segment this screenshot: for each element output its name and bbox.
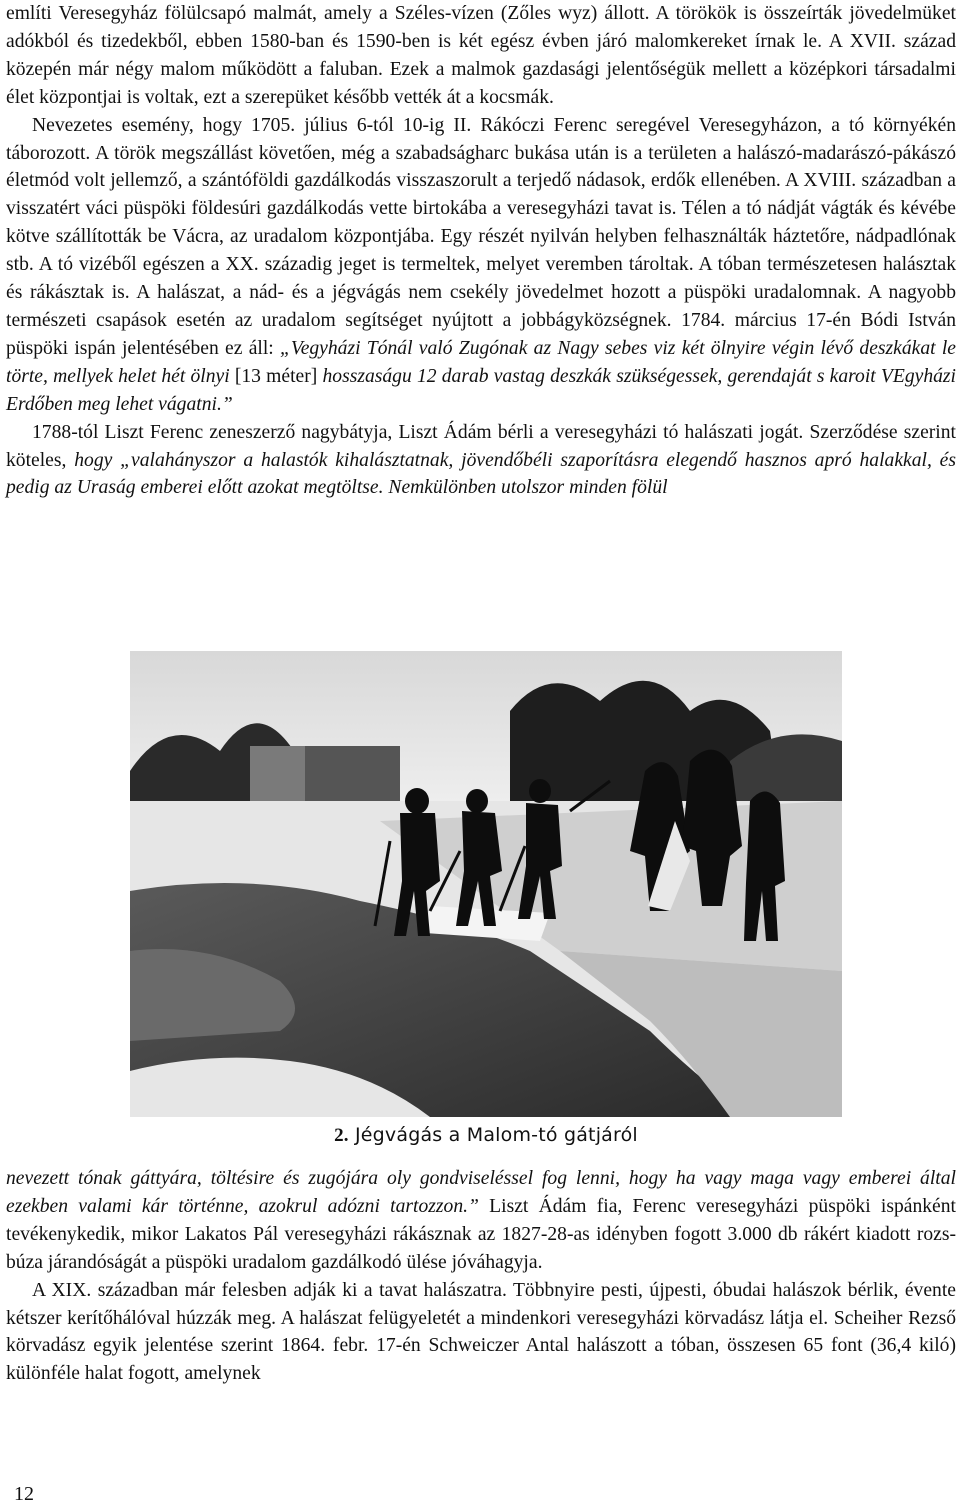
text-run: 1788-tól Liszt Ferenc zeneszerző nagybátyja, Liszt Ádám bérli a veresegyházi tó halászati jogát. Szerződése szerint köteles, [6,421,956,471]
photo-caption [6,1124,960,1147]
text-run: Liszt Ádám fia, Ferenc veresegyházi püspöki ispánként tevékenykedik, mikor Lakatos Pál veresegyházi rákásznak az 1827-28-as idényben fogott 3.000 db rákért kiadott rozs-búza járandóságát a püspöki uradalom gazdálkodó ülése jóváhagyja. [6,1195,956,1273]
text-run: A XIX. században már felesben adják ki a tavat halászatra. Többnyire pesti, újpesti, óbudai halászok bérlik, évente kétszer kerítőhálóval húzzák meg. A halászat felügyeletét a mindenkori veresegyházi körvadász látja el. Scheiher Rezső körvadász egyik jelentése szerint 1864. febr. 17-én Schweiczer Antal halászott a tóban, összesen 65 font (36,4 kiló) különféle halat fogott, amelynek [6,1279,956,1385]
paragraph [6,419,956,503]
paragraph [6,0,956,112]
caption-text: Jégvágás a Malom-tó gátjáról [348,1124,638,1146]
page-number: 12 [14,1483,34,1505]
photo-ice-cutting [130,651,842,1117]
text-run: Nevezetes esemény, hogy 1705. július 6-tól 10-ig II. Rákóczi Ferenc seregével Veresegyházon, a tó környékén táborozott. A török megszállást követően, még a szabadságharc bukása után is a területen a halászó-madarászó-pákászó életmód volt jellemző, a szántóföldi gazdálkodás visszaszorult a terjedő nádasok, erdők ellenében. A XVIII. században a visszatért váci püspöki földesúri gazdálkodás vette birtokába a veresegyházi tavat is. Télen a tó nádját vágták és kévébe kötve szállították be Vácra, az uradalom központjába. Egy részét nyilván helyben felhasználták háztetőre, nádpadlónak stb. A tó vizéből egészen a XX. századig jeget is termeltek, melyet veremben tároltak. A tóban természetesen halásztak és rákásztak is. A halászat, a nád- és a jégvágás nem csekély jövedelmet hozott a püspöki uradalomnak. A nagyobb természeti csapások esetén az uradalom segítséget nyújtott a jobbágyközségnek. 1784. március 17-én Bódi István püspöki ispán jelentésében ez áll: [6,114,956,359]
photo-illustration [130,651,842,1117]
italic-quote: nevezett tónak gáttyára, töltésire és zugójára oly gondviseléssel fog lenni, hogy ha vagy maga vagy emberei által ezekben valami kár történne, azokrul adózni tartozzon.” [6,1168,956,1217]
caption-number: 2. [334,1125,349,1146]
paragraph [6,1277,956,1389]
italic-quote: „Vegyházi Tónál való Zugónak az Nagy sebes viz két ölnyire végin lévő deszkákat le törte, mellyek helet hét ölnyi [6,337,957,387]
paragraph [6,112,956,419]
text-block-top [6,0,956,502]
paragraph [6,1165,956,1277]
text-block-bottom [6,1165,956,1388]
text-run: említi Veresegyház fölülcsapó malmát, amely a Széles-vízen (Zőles wyz) állott. A törökök is összeírták jövedelmüket adókból és tizedekből, ebben 1580-ban és 1590-ben is két egész évben járó malomkereket írnak le. A XVII. század közepén már négy malom működött a faluban. Ezek a malmok gazdasági jelentőségük mellett a középkori társadalmi élet központjai is voltak, ezt a szerepüket később vették át a kocsmák. [6,3,956,108]
italic-quote: hogy „valahányszor a halastók kihalásztatnak, jövendőbéli szaporításra elegendő hasznos apró halakkal, és pedig az Uraság emberei előtt azokat megtöltse. Nemkülönben utolszor minden fölül [6,449,957,499]
italic-quote: hosszaságu 12 darab vastag deszkák szükségessek, gerendaját s karoit VEgyházi Erdőben meg lehet vágatni.” [6,365,956,415]
text-run: [13 méter] [229,365,323,387]
